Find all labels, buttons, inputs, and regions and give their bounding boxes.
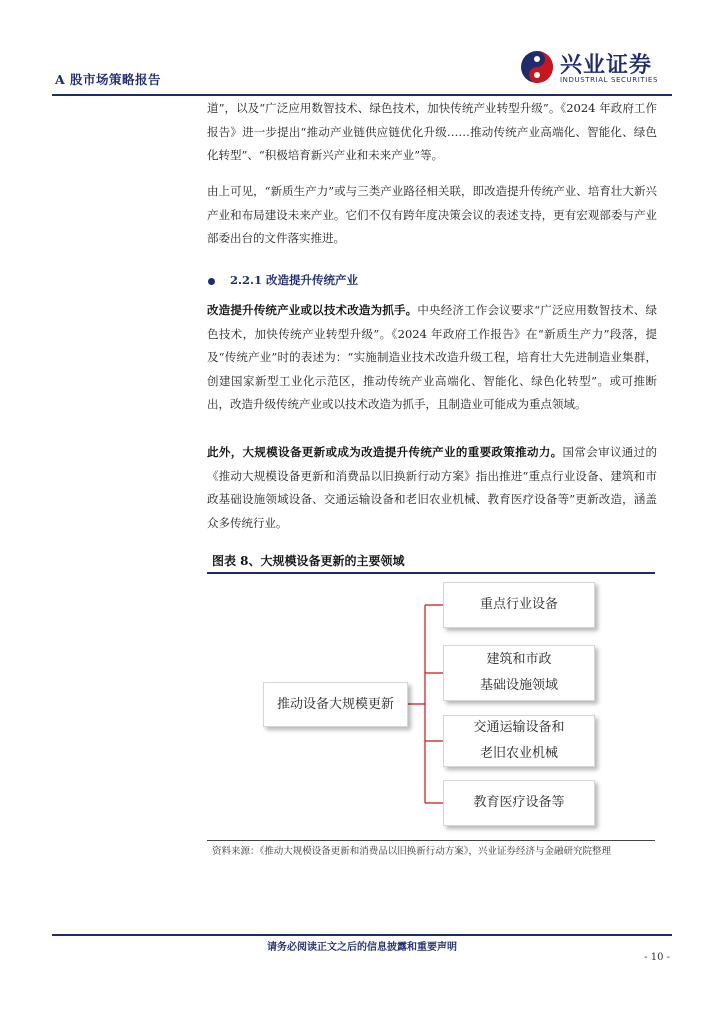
paragraph-equipment-renewal <box>207 441 657 535</box>
footer-divider <box>52 934 672 936</box>
figure-source-note: 资料来源：《推动大规模设备更新和消费品以旧换新行动方案》，兴业证券经济与金融研究院整理 <box>212 846 612 857</box>
node-label: 教育医疗设备等 <box>473 795 565 810</box>
diagram-node <box>443 715 595 767</box>
logo-name: 兴业证券 <box>560 53 653 78</box>
paragraph-policy-quotes: 道”，以及“广泛应用数智技术、绿色技术，加快传统产业转型升级”。《2024 年政府工作报告》进一步提出“推动产业链供应链优化升级……推动传统产业高端化、智能化、绿色化转型”、“积极培育新兴产业和未来产业”等。 <box>207 101 657 162</box>
diagram-root-node <box>263 682 408 727</box>
paragraph-tech-upgrade <box>207 299 657 417</box>
diagram-node <box>443 645 595 701</box>
section-bullet-icon <box>208 278 215 285</box>
company-logo <box>520 50 680 88</box>
node-label: 基础设施领域 <box>479 678 558 693</box>
logo-emblem-icon <box>520 50 554 84</box>
node-label: 交通运输设备和 <box>473 720 565 735</box>
paragraph-body: 国常会审议通过的《推动大规模设备更新和消费品以旧换新行动方案》指出推进“重点行业设备、建筑和市政基础设施领域设备、交通运输设备和老旧农业机械、教育医疗设备等”更新改造，涵盖众多传统行业。 <box>207 445 658 530</box>
figure-bottom-rule <box>207 840 655 841</box>
report-title: A 股市场策略报告 <box>55 72 162 87</box>
figure-title: 图表 8、大规模设备更新的主要领域 <box>212 554 405 568</box>
section-heading: 2.2.1 改造提升传统产业 <box>230 273 359 287</box>
node-label: 重点行业设备 <box>479 597 558 612</box>
page-number: - 10 - <box>644 952 670 963</box>
node-label: 推动设备大规模更新 <box>276 696 394 712</box>
diagram-node <box>443 780 595 826</box>
paragraph-summary: 由上可见，“新质生产力”或与三类产业路径相关联，即改造提升传统产业、培育壮大新兴产业和布局建设未来产业。它们不仅有跨年度决策会议的表述支持，更有宏观部委与产业部委出台的文件落实推进。 <box>207 184 657 245</box>
diagram-node <box>443 582 595 628</box>
paragraph-lead: 改造提升传统产业或以技术改造为抓手。 <box>207 303 418 317</box>
node-label: 老旧农业机械 <box>479 746 558 761</box>
node-label: 建筑和市政 <box>486 652 552 667</box>
logo-subtitle: INDUSTRIAL SECURITIES <box>560 76 658 84</box>
disclaimer-note: 请务必阅读正文之后的信息披露和重要声明 <box>267 942 457 953</box>
figure-top-rule <box>207 572 655 574</box>
paragraph-lead: 此外，大规模设备更新或成为改造提升传统产业的重要政策推动力。 <box>207 445 563 459</box>
paragraph-body: 中央经济工作会议要求“广泛应用数智技术、绿色技术，加快传统产业转型升级”。《2024 年政府工作报告》在“新质生产力”段落，提及“传统产业”时的表述为：“实施制造业技术改造升级工程，培育壮大先进制造业集群，创建国家新型工业化示范区，推动传统产业高端化、智能化、绿色化转型”。或可推断出，改造升级传统产业或以技术改造为抓手，且制造业可能成为重点领域。 <box>207 303 657 411</box>
header-divider <box>52 94 672 96</box>
